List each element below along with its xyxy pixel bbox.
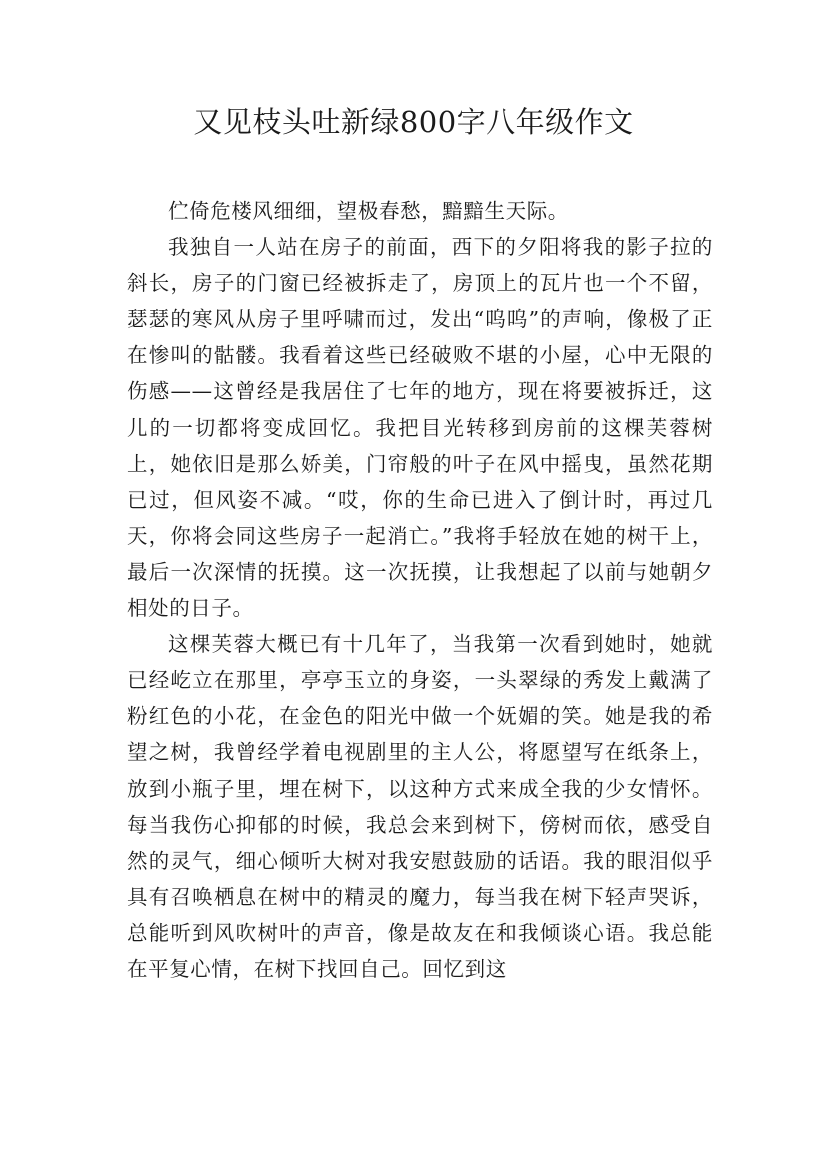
document-body — [127, 193, 713, 987]
paragraph-2: 我独自一人站在房子的前面，西下的夕阳将我的影子拉的斜长，房子的门窗已经被拆走了，房顶上的瓦片也一个不留，瑟瑟的寒风从房子里呼啸而过，发出“呜呜”的声响，像极了正在惨叫的骷髅。我看着这些已经破败不堪的小屋，心中无限的伤感——这曾经是我居住了七年的地方，现在将要被拆迁，这儿的一切都将变成回忆。我把目光转移到房前的这棵芙蓉树上，她依旧是那么娇美，门帘般的叶子在风中摇曳，虽然花期已过，但风姿不减。“哎，你的生命已进入了倒计时，再过几天，你将会同这些房子一起消亡。”我将手轻放在她的树干上，最后一次深情的抚摸。这一次抚摸，让我想起了以前与她朝夕相处的日子。 — [127, 235, 713, 621]
paragraph-1: 伫倚危楼风细细，望极春愁，黯黯生天际。 — [168, 199, 569, 223]
document-title: 又见枝头吐新绿800字八年级作文 — [193, 105, 634, 139]
paragraph-3: 这棵芙蓉大概已有十几年了，当我第一次看到她时，她就已经屹立在那里，亭亭玉立的身姿，一头翠绿的秀发上戴满了粉红色的小花，在金色的阳光中做一个妩媚的笑。她是我的希望之树，我曾经学着电视剧里的主人公，将愿望写在纸条上，放到小瓶子里，埋在树下，以这种方式来成全我的少女情怀。每当我伤心抑郁的时候，我总会来到树下，傍树而依，感受自然的灵气，细心倾听大树对我安慰鼓励的话语。我的眼泪似乎具有召唤栖息在树中的精灵的魔力，每当我在树下轻声哭诉，总能听到风吹树叶的声音，像是故友在和我倾谈心语。我总能在平复心情，在树下找回自己。回忆到这 — [127, 632, 713, 981]
